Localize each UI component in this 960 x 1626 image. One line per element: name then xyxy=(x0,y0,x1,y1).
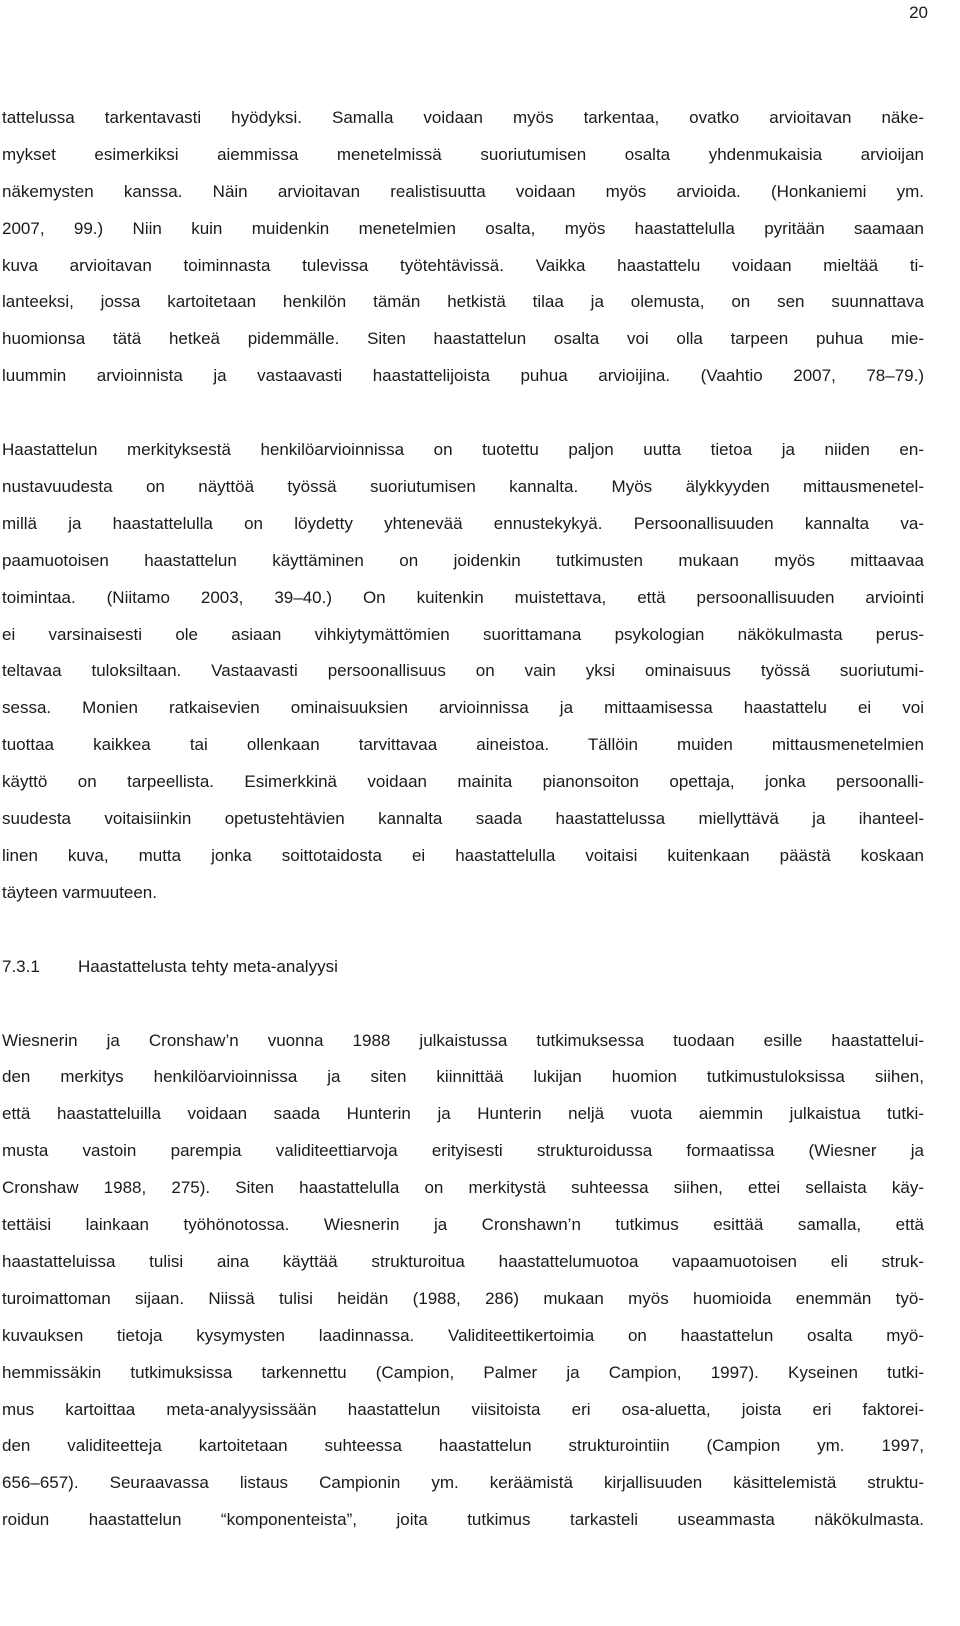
text-line: millä ja haastattelulla on löydetty yhtenevää ennustekykyä. Persoonallisuuden kannalta va- xyxy=(2,513,924,533)
text-line: turoimattoman sijaan. Niissä tulisi heidän (1988, 286) mukaan myös huomioida enemmän työ- xyxy=(2,1288,924,1308)
text-line: käyttö on tarpeellista. Esimerkkinä voidaan mainita pianonsoiton opettaja, jonka persoonalli- xyxy=(2,772,924,792)
paragraph-spacer xyxy=(2,395,924,432)
text-line: paamuotoisen haastattelun käyttäminen on joidenkin tutkimusten mukaan myös mittaavaa xyxy=(2,550,924,570)
text-line: hemmissäkin tutkimuksissa tarkennettu (Campion, Palmer ja Campion, 1997). Kyseinen tutki- xyxy=(2,1362,924,1382)
text-line: luummin arvioinnista ja vastaavasti haastattelijoista puhua arvioijina. (Vaahtio 2007, 78–79.) xyxy=(2,366,924,386)
text-line: 656–657). Seuraavassa listaus Campionin ym. keräämistä kirjallisuuden käsittelemistä struktu- xyxy=(2,1473,924,1493)
paragraph xyxy=(2,1023,924,1539)
text-line: huomionsa tätä hetkeä pidemmälle. Siten haastattelun osalta voi olla tarpeen puhua mie- xyxy=(2,329,924,349)
text-line: den validiteetteja kartoitetaan suhteessa haastattelun strukturointiin (Campion ym. 1997, xyxy=(2,1436,924,1456)
paragraph-spacer xyxy=(2,986,924,1023)
text-line: että haastatteluilla voidaan saada Hunterin ja Hunterin neljä vuota aiemmin julkaistua tutki- xyxy=(2,1104,924,1124)
text-line: tuottaa kaikkea tai ollenkaan tarvittavaa aineistoa. Tällöin muiden mittausmenetelmien xyxy=(2,735,924,755)
text-line: Wiesnerin ja Cronshaw’n vuonna 1988 julkaistussa tutkimuksessa tuodaan esille haastattelui- xyxy=(2,1030,924,1050)
document-body xyxy=(2,100,924,1539)
text-line: nustavuudesta on näyttöä työssä suoriutumisen kannalta. Myös älykkyyden mittausmenetel- xyxy=(2,477,924,497)
text-line: mus kartoittaa meta-analyysissään haastattelun viisitoista eri osa-aluetta, joista eri faktorei- xyxy=(2,1399,924,1419)
text-line: tattelussa tarkentavasti hyödyksi. Samalla voidaan myös tarkentaa, ovatko arvioitavan näke- xyxy=(2,108,924,127)
text-line: tettäisi lainkaan työhönotossa. Wiesnerin ja Cronshawn’n tutkimus esittää samalla, että xyxy=(2,1215,924,1235)
text-line: Cronshaw 1988, 275). Siten haastattelulla on merkitystä suhteessa siihen, ettei sellaista käy- xyxy=(2,1178,924,1198)
text-line: roidun haastattelun “komponenteista”, joita tutkimus tarkasteli useammasta näkökulmasta. xyxy=(2,1510,924,1530)
text-line: haastatteluissa tulisi aina käyttää strukturoitua haastattelumuotoa vapaamuotoisen eli struk- xyxy=(2,1251,924,1271)
text-line: mykset esimerkiksi aiemmissa menetelmissä suoriutumisen osalta yhdenmukaisia arvioijan xyxy=(2,144,924,164)
text-line: 2007, 99.) Niin kuin muidenkin menetelmien osalta, myös haastattelulla pyritään saamaan xyxy=(2,218,924,238)
text-line: lanteeksi, jossa kartoitetaan henkilön tämän hetkistä tilaa ja olemusta, on sen suunnattava xyxy=(2,292,924,312)
text-line: kuva arvioitavan toiminnasta tulevissa työtehtävissä. Vaikka haastattelu voidaan mieltää ti- xyxy=(2,255,924,275)
text-line: teltavaa tuloksiltaan. Vastaavasti persoonallisuus on vain yksi ominaisuus työssä suoriutumi- xyxy=(2,661,924,681)
text-line: kuvauksen tietoja kysymysten laadinnassa. Validiteettikertoimia on haastattelun osalta myö- xyxy=(2,1325,924,1345)
section-number: 7.3.1 xyxy=(2,956,40,976)
text-line: sessa. Monien ratkaisevien ominaisuuksien arvioinnissa ja mittaamisessa haastattelu ei voi xyxy=(2,698,924,718)
text-line: den merkitys henkilöarvioinnissa ja siten kiinnittää lukijan huomion tutkimustuloksissa siihen, xyxy=(2,1067,924,1087)
paragraph-spacer xyxy=(2,912,924,949)
paragraph xyxy=(2,100,924,395)
paragraph xyxy=(2,432,924,912)
text-line: linen kuva, mutta jonka soittotaidosta ei haastattelulla voitaisi kuitenkaan päästä koskaan xyxy=(2,845,924,865)
text-line: näkemysten kanssa. Näin arvioitavan realistisuutta voidaan myös arvioida. (Honkaniemi ym. xyxy=(2,181,924,201)
text-line: toimintaa. (Niitamo 2003, 39–40.) On kuitenkin muistettava, että persoonallisuuden arviointi xyxy=(2,587,924,607)
text-line: suudesta voitaisiinkin opetustehtävien kannalta saada haastattelussa miellyttävä ja ihanteel- xyxy=(2,809,924,829)
text-line: täyteen varmuuteen. xyxy=(2,882,157,902)
text-line: ei varsinaisesti ole asiaan vihkiytymättömien suorittamana psykologian näkökulmasta perus- xyxy=(2,624,924,644)
text-line: musta vastoin parempia validiteettiarvoja erityisesti strukturoidussa formaatissa (Wiesner ja xyxy=(2,1141,924,1161)
section-heading xyxy=(2,949,924,986)
text-line: Haastattelun merkityksestä henkilöarvioinnissa on tuotettu paljon uutta tietoa ja niiden en- xyxy=(2,440,924,460)
page-number: 20 xyxy=(909,3,928,22)
section-title: Haastattelusta tehty meta-analyysi xyxy=(78,956,338,976)
